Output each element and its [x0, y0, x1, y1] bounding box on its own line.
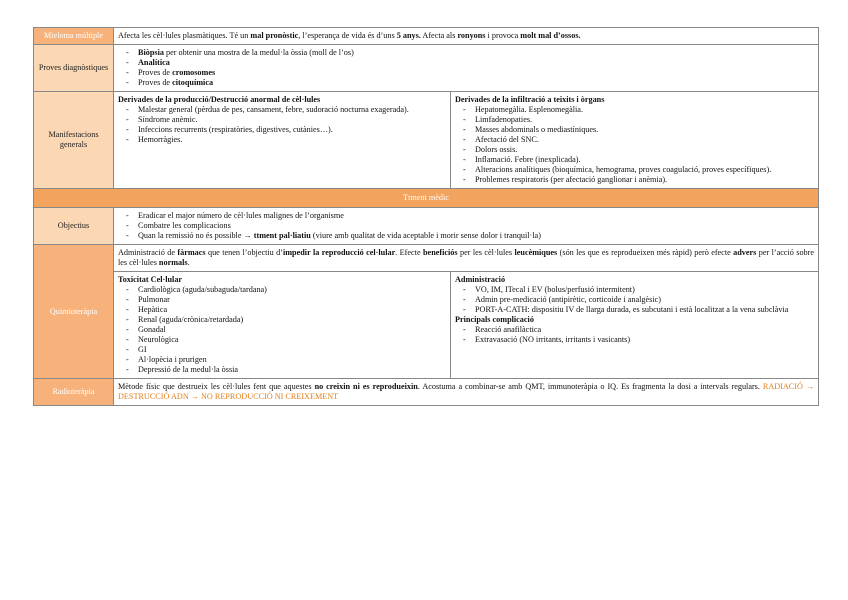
- manifest-right-title: Derivades de la infiltració a teixits i òrgans: [455, 95, 605, 104]
- list-item: - Reacció anafilàctica: [475, 325, 814, 335]
- toxicitat-list: [118, 285, 446, 375]
- list-item: [138, 231, 814, 241]
- text-run: , l’esperança de vida és d’uns: [298, 31, 397, 40]
- radio-description: [114, 379, 819, 406]
- bold-run: 5 anys.: [396, 31, 421, 40]
- list-item: - Renal (aguda/crònica/retardada): [138, 315, 446, 325]
- list-item: [138, 48, 814, 58]
- label-mieloma: Mieloma múltiple: [34, 28, 114, 45]
- rich-text: [118, 248, 814, 267]
- row-manifestacions: [34, 92, 819, 189]
- list-item: - Hemorràgies.: [138, 135, 446, 145]
- list-item: - Dolors ossis.: [475, 145, 814, 155]
- list-item: [138, 78, 814, 88]
- text-run: Proves de: [138, 68, 173, 77]
- list-item: [138, 58, 814, 68]
- text-run: Proves de: [138, 78, 173, 87]
- row-radio: [34, 379, 819, 406]
- text-run: (són les que es reprodueixen més ràpid) però efecte: [557, 248, 734, 257]
- label-objectius: Objectius: [34, 208, 114, 245]
- text-run: Afecta als: [420, 31, 458, 40]
- text-run: Combatre les complicacions: [138, 221, 231, 230]
- label-manifestacions: Manifestacions generals: [34, 92, 114, 189]
- list-item: - Infeccions recurrents (respiratòries, digestives, cutànies…).: [138, 125, 446, 135]
- row-objectius: [34, 208, 819, 245]
- bold-run: impedir la reproducció cel·lular: [282, 248, 396, 257]
- bold-run: molt mal d’ossos.: [520, 31, 581, 40]
- manifest-right-list: [455, 105, 814, 185]
- radio-highlight: RADIACIÓ → DESTRUCCIÓ ADN → NO REPRODUCCIÓ NI CREIXEMENT: [118, 382, 815, 401]
- section-band: Ttment mèdic: [34, 189, 819, 208]
- label-proves: Proves diagnòstiques: [34, 45, 114, 92]
- list-item: - Limfadenopaties.: [475, 115, 814, 125]
- bold-run: ttment pal·liatiu: [253, 231, 311, 240]
- quimio-intro: [114, 245, 819, 272]
- proves-list: [118, 48, 814, 88]
- list-item: - Admin pre-medicació (antipirètic, corticoide i analgèsic): [475, 295, 814, 305]
- list-item: - Malestar general (pèrdua de pes, cansament, febre, sudoració nocturna exagerada).: [138, 105, 446, 115]
- row-band: [34, 189, 819, 208]
- list-item: [138, 221, 814, 231]
- rich-text: [118, 382, 763, 391]
- row-quimio-detail: [34, 272, 819, 379]
- bold-run: cromosomes: [172, 68, 216, 77]
- bold-run: advers: [733, 248, 757, 257]
- text-run: per l’acció sobre les cèl·lules: [118, 248, 815, 267]
- manifest-left: [114, 92, 451, 189]
- administracio-title: Administració: [455, 275, 506, 284]
- list-item: - Gonadal: [138, 325, 446, 335]
- administracio-list: [455, 285, 814, 315]
- text-run: i provoca: [485, 31, 521, 40]
- row-quimio-intro: [34, 245, 819, 272]
- bold-run: Analítica: [138, 58, 170, 67]
- row-proves: [34, 45, 819, 92]
- list-item: - Masses abdominals o mediastíniques.: [475, 125, 814, 135]
- list-item: - Hepatomegàlia. Esplenomegàlia.: [475, 105, 814, 115]
- text-run: (viure amb qualitat de vida aceptable i morir sense dolor i tranquil·la): [310, 231, 541, 240]
- list-item: - Cardiològica (aguda/subaguda/tardana): [138, 285, 446, 295]
- list-item: - Síndrome anèmic.: [138, 115, 446, 125]
- list-item: - Al·lopècia i prurigen: [138, 355, 446, 365]
- list-item: - VO, IM, ITecal i EV (bolus/perfusió intermitent): [475, 285, 814, 295]
- bold-run: no creixin ni es reprodueixin: [314, 382, 418, 391]
- rich-text: [118, 31, 581, 40]
- text-run: . Acostuma a combinar-se amb QMT, immunoteràpia o IQ. Es fragmenta la dosi a intervals regulars.: [417, 382, 763, 391]
- manifest-left-title: Derivades de la producció/Destrucció anormal de cèl·lules: [118, 95, 321, 104]
- text-run: Afecta les cèl·lules plasmàtiques. Té un: [118, 31, 251, 40]
- quimio-administracio: [451, 272, 819, 379]
- toxicitat-title: Toxicitat Cel·lular: [118, 275, 183, 284]
- text-run: per les cèl·lules: [457, 248, 515, 257]
- list-item: [138, 211, 814, 221]
- quimio-toxicitat: [114, 272, 451, 379]
- bold-run: beneficiós: [423, 248, 458, 257]
- bold-run: Biòpsia: [138, 48, 164, 57]
- text-run: Eradicar el major número de cèl·lules malignes de l’organisme: [138, 211, 344, 220]
- list-item: - PORT-A-CATH: dispositiu IV de llarga durada, es subcutani i està localitzat a la vena subclàvia: [475, 305, 814, 315]
- text-run: .: [187, 258, 190, 267]
- text-run: per obtenir una mostra de la medul·la òssia (moll de l’os): [163, 48, 354, 57]
- list-item: - GI: [138, 345, 446, 355]
- bold-run: mal pronòstic: [250, 31, 299, 40]
- manifest-left-list: [118, 105, 446, 145]
- manifest-right: [451, 92, 819, 189]
- text-run: Mètode físic que destrueix les cèl·lules fent que aquestes: [118, 382, 315, 391]
- complicacions-list: [455, 325, 814, 345]
- objectius-cell: [114, 208, 819, 245]
- list-item: - Alteracions analítiques (bioquímica, hemograma, proves coagulació, proves específiques).: [475, 165, 814, 175]
- bold-run: normals: [158, 258, 188, 267]
- list-item: - Hepàtica: [138, 305, 446, 315]
- list-item: - Afectació del SNC.: [475, 135, 814, 145]
- list-item: - Extravasació (NO irritants, irritants i vasicants): [475, 335, 814, 345]
- list-item: - Pulmonar: [138, 295, 446, 305]
- bold-run: leucèmiques: [514, 248, 558, 257]
- list-item: - Depressió de la medul·la òssia: [138, 365, 446, 375]
- list-item: - Inflamació. Febre (inexplicada).: [475, 155, 814, 165]
- row-mieloma: [34, 28, 819, 45]
- bold-run: ronyons: [457, 31, 486, 40]
- text-run: . Efecte: [395, 248, 423, 257]
- text-run: Administració de: [118, 248, 178, 257]
- bold-run: fàrmacs: [177, 248, 206, 257]
- label-radio: Radioteràpia: [34, 379, 114, 406]
- bold-run: citoquímica: [172, 78, 214, 87]
- complicacions-title: Principals complicació: [455, 315, 534, 324]
- disease-summary-table: [33, 27, 819, 406]
- list-item: - Problemes respiratoris (per afectació ganglionar i anèmia).: [475, 175, 814, 185]
- list-item: - Neurològica: [138, 335, 446, 345]
- text-run: que tenen l’objectiu d’: [205, 248, 283, 257]
- text-run: Quan la remissió no és possible →: [138, 231, 254, 240]
- mieloma-description: [114, 28, 819, 45]
- proves-list-cell: [114, 45, 819, 92]
- list-item: [138, 68, 814, 78]
- objectius-list: [118, 211, 814, 241]
- label-quimio: Quimioteràpia: [34, 245, 114, 379]
